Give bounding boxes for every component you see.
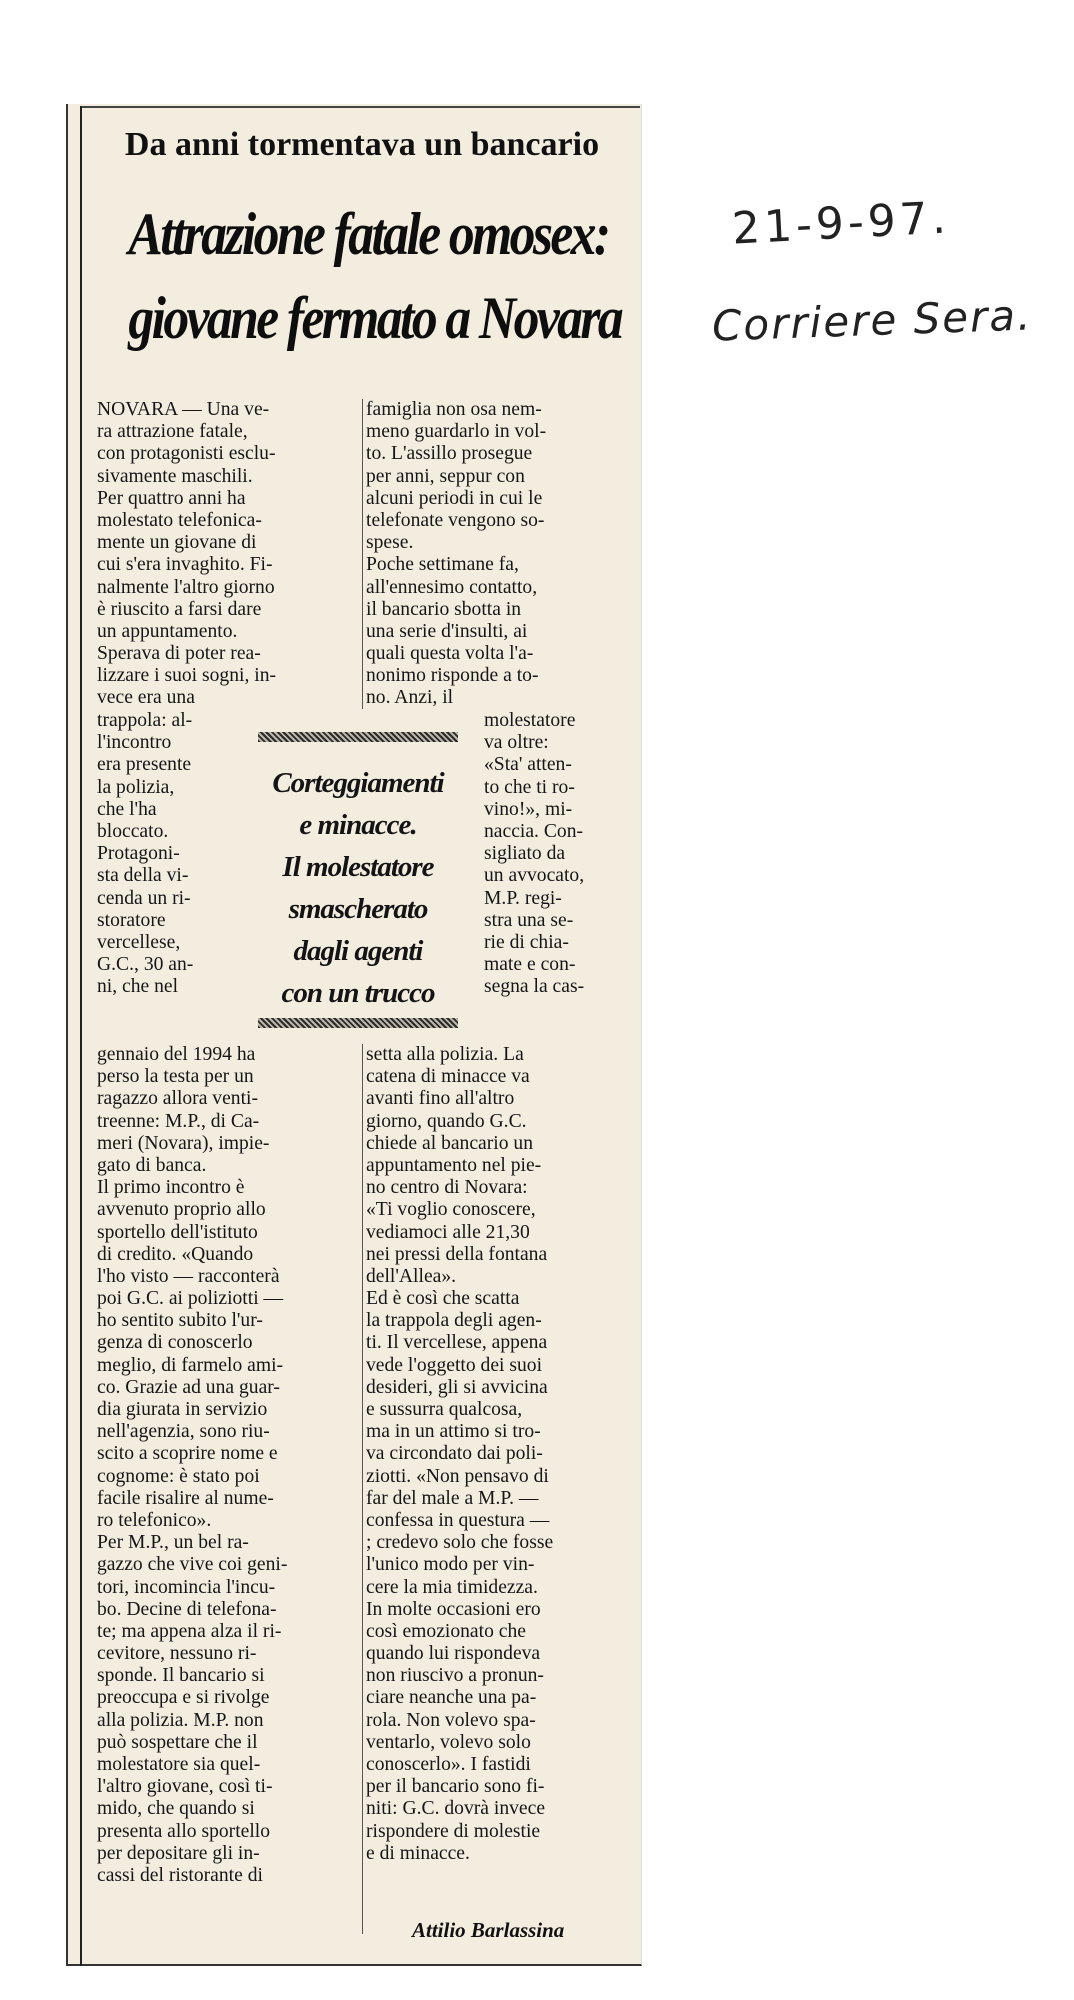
article-line: vercellese, [97,931,181,953]
handwritten-date: 21-9-97. [730,192,951,255]
pull-quote-top-bar [258,732,458,742]
article-line: gato di banca. [97,1154,207,1176]
article-line: cui s'era invaghito. Fi- [97,554,273,576]
article-line: ro telefonico». [97,1509,212,1531]
headline-line: giovane fermato a Novara [128,285,622,351]
article-line: avanti fino all'altro [366,1088,515,1110]
article-line: naccia. Con- [484,820,584,842]
article-line: meglio, di farmelo ami- [97,1354,284,1376]
article-line: sivamente maschili. [97,465,253,487]
article-line: desideri, gli si avvicina [366,1376,548,1398]
article-line: ; credevo solo che fosse [366,1532,554,1554]
article-line: «Ti voglio conoscere, [366,1199,536,1221]
article-line: Per quattro anni ha [97,487,246,509]
article-line: ni, che nel [97,976,179,998]
article-line: è riuscito a farsi dare [97,598,262,620]
article-line: giorno, quando G.C. [366,1110,527,1132]
article-line: la trappola degli agen- [366,1310,542,1332]
article-line: tori, incomincia l'incu- [97,1576,276,1598]
article-line: NOVARA — Una ve- [97,399,270,420]
article-line: alcuni periodi in cui le [366,487,543,509]
article-line: stra una se- [484,909,574,931]
article-line: Sperava di poter rea- [97,643,261,665]
article-line: il bancario sbotta in [366,598,522,620]
article-line: bloccato. [97,820,169,842]
article-line: Il primo incontro è [97,1177,245,1199]
article-line: mente un giovane di [97,532,257,554]
pull-quote-line: Corteggiamenti [272,767,444,799]
article-line: mate e con- [484,954,576,976]
article-line: perso la testa per un [97,1066,254,1088]
article-line: gazzo che vive coi geni- [97,1554,288,1576]
article-line: appuntamento nel pie- [366,1154,542,1176]
article-line: genza di conoscerlo [97,1332,253,1354]
article-line: l'incontro [97,732,172,754]
headline-line: Attrazione fatale omosex: [128,201,609,267]
article-line: vede l'oggetto dei suoi [366,1354,543,1376]
headline [128,192,622,360]
article-line: va oltre: [484,732,549,754]
article-line: to. L'assillo prosegue [366,443,533,465]
kicker: Da anni tormentava un bancario [124,126,600,163]
article-line: nonimo risponde a to- [366,665,539,687]
article-line: conoscerlo». I fastidi [366,1754,531,1775]
clipping-left-rule [80,106,82,1966]
article-line: no. Anzi, il [366,687,454,709]
article-line: far del male a M.P. — [366,1487,539,1509]
article-line: di credito. «Quando [97,1243,254,1265]
article-line: spese. [366,532,414,554]
article-line: rie di chia- [484,931,569,953]
article-line: co. Grazie ad una guar- [97,1376,280,1398]
article-line: nei pressi della fontana [366,1243,548,1265]
article-line: con protagonisti esclu- [97,443,276,465]
article-line: molestatore sia quel- [97,1754,261,1775]
article-line: mido, che quando si [97,1798,255,1820]
article-line: chiede al bancario un [366,1132,534,1154]
article-line: avvenuto proprio allo [97,1199,266,1221]
article-line: era presente [97,754,192,776]
article-line: sigliato da [484,843,566,865]
article-line: lizzare i suoi sogni, in- [97,665,277,687]
article-line: treenne: M.P., di Ca- [97,1110,260,1132]
article-line: un avvocato, [484,865,585,887]
article-line: all'ennesimo contatto, [366,576,538,598]
article-line: cenda un ri- [97,887,191,909]
article-line: alla polizia. M.P. non [97,1709,264,1731]
article-line: l'unico modo per vin- [366,1554,535,1576]
article-line: cevitore, nessuno ri- [97,1643,257,1665]
article-line: niti: G.C. dovrà invece [366,1798,546,1820]
article-line: ma in un attimo si tro- [366,1421,541,1443]
article-line: quali questa volta l'a- [366,643,534,665]
article-line: facile risalire al nume- [97,1487,274,1509]
article-line: l'ho visto — racconterà [97,1265,280,1287]
article-line: molestato telefonica- [97,509,262,531]
article-line: ciare neanche una pa- [366,1687,537,1709]
article-line: G.C., 30 an- [97,954,194,976]
article-line: dia giurata in servizio [97,1399,268,1420]
article-line: molestatore [484,710,576,731]
article-line: sportello dell'istituto [97,1221,258,1243]
handwritten-source: Corriere Sera. [711,290,1034,351]
article-line: M.P. regi- [484,887,562,909]
article-line: per il bancario sono fi- [366,1776,545,1798]
column-divider [362,399,363,709]
article-line: preoccupa e si rivolge [97,1687,270,1709]
article-line: dell'Allea». [366,1265,457,1287]
article-line: la polizia, [97,776,175,798]
article-line: nell'agenzia, sono riu- [97,1421,270,1443]
article-column-left-top [97,399,276,710]
article-line: Protagoni- [97,843,180,865]
pull-quote-line: con un trucco [281,977,435,1009]
pull-quote-bottom-bar [258,1018,458,1028]
article-column-right-narrow [484,710,584,998]
article-line: meri (Novara), impie- [97,1132,270,1154]
pull-quote-line: e minacce. [299,809,417,841]
article-line: Ed è così che scatta [366,1288,520,1310]
article-line: rispondere di molestie [366,1820,541,1842]
article-line: sta della vi- [97,865,189,887]
article-line: sponde. Il bancario si [97,1665,265,1687]
article-line: «Sta' atten- [484,754,572,776]
article-line: nalmente l'altro giorno [97,576,275,598]
article-line: scito a scoprire nome e [97,1443,278,1465]
pull-quote-text [258,762,458,1014]
article-line: telefonate vengono so- [366,509,545,531]
article-line: setta alla polizia. La [366,1044,524,1065]
article-line: gennaio del 1994 ha [97,1044,256,1065]
article-line: rola. Non volevo spa- [366,1709,536,1731]
article-line: quando lui rispondeva [366,1643,541,1665]
article-line: catena di minacce va [366,1066,530,1088]
article-line: vediamoci alle 21,30 [366,1221,530,1243]
article-line: presenta allo sportello [97,1820,271,1842]
article-line: ziotti. «Non pensavo di [366,1465,549,1487]
article-line: e di minacce. [366,1842,470,1864]
article-line: ti. Il vercellese, appena [366,1332,548,1354]
article-line: confessa in questura — [366,1509,550,1531]
article-line: cassi del ristorante di [97,1864,263,1886]
article-line: va circondato dai poli- [366,1443,543,1465]
article-line: e sussurra qualcosa, [366,1399,523,1420]
article-line: ventarlo, volevo solo [366,1731,531,1753]
article-line: un appuntamento. [97,620,238,642]
article-line: ho sentito subito l'ur- [97,1310,263,1332]
article-line: vece era una [97,687,195,709]
article-line: ra attrazione fatale, [97,421,248,443]
article-line: ragazzo allora venti- [97,1088,259,1110]
article-line: te; ma appena alza il ri- [97,1620,282,1642]
article-line: per depositare gli in- [97,1842,260,1864]
article-line: l'altro giovane, così ti- [97,1776,273,1798]
article-line: no centro di Novara: [366,1177,528,1199]
article-line: una serie d'insulti, ai [366,620,528,642]
article-line: Per M.P., un bel ra- [97,1532,249,1554]
article-line: che l'ha [97,798,157,820]
article-line: può sospettare che il [97,1731,258,1753]
article-column-right-top [366,399,546,710]
pull-quote-line: dagli agenti [293,935,423,967]
article-line: meno guardarlo in vol- [366,421,547,443]
article-line: famiglia non osa nem- [366,399,542,420]
article-line: Poche settimane fa, [366,554,519,576]
pull-quote-line: Il molestatore [282,851,434,883]
article-line: poi G.C. ai poliziotti — [97,1288,284,1310]
article-line: In molte occasioni ero [366,1598,541,1620]
article-line: per anni, seppur con [366,465,525,487]
pull-quote [258,732,458,1028]
clipping-top-rule [80,106,640,108]
article-line: cognome: è stato poi [97,1465,260,1487]
article-line: bo. Decine di telefona- [97,1598,277,1620]
byline: Attilio Barlassina [412,1918,565,1942]
article-line: segna la cas- [484,976,585,998]
article-column-left-bottom [97,1044,287,1887]
article-line: cere la mia timidezza. [366,1576,538,1598]
article-line: così emozionato che [366,1620,526,1642]
article-column-right-bottom [366,1044,553,1865]
article-column-left-narrow [97,710,193,998]
article-line: non riuscivo a pronun- [366,1665,544,1687]
article-line: trappola: al- [97,710,193,731]
pull-quote-line: smascherato [288,893,428,925]
column-divider [362,1044,363,1934]
article-line: storatore [97,909,166,931]
article-line: to che ti ro- [484,776,575,798]
article-line: vino!», mi- [484,798,573,820]
